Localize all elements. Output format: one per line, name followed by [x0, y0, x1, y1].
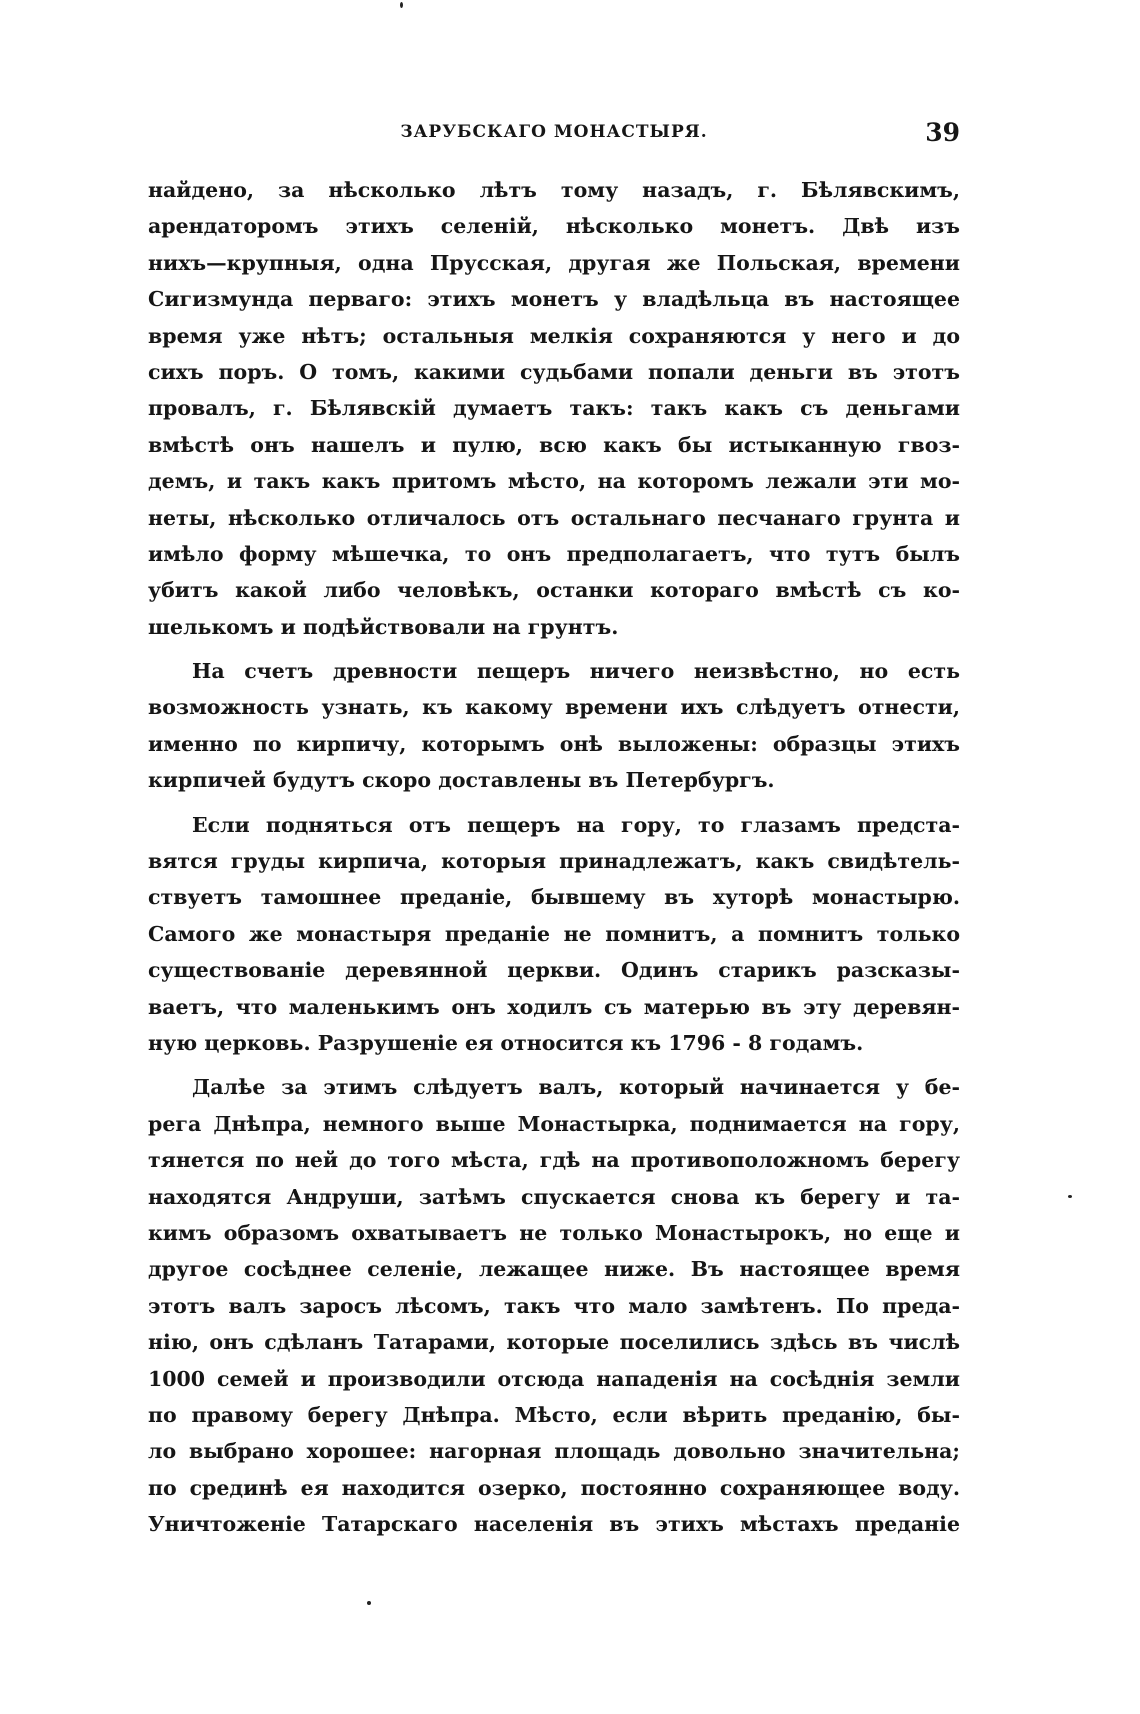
text-line: вятся груды кирпича, которыя принадлежатъ, какъ свидѣтель-: [148, 849, 960, 874]
text-line: неты, нѣсколько отличалось отъ остальнаго песчанаго грунта и: [148, 505, 960, 530]
text-line: ло выбрано хорошее: нагорная площадь довольно значительна;: [148, 1439, 960, 1464]
print-speck: [400, 2, 403, 8]
text-line: другое сосѣднее селеніе, лежащее ниже. Въ настоящее время: [148, 1257, 960, 1282]
paragraph-gap: [148, 799, 960, 807]
text-line: этотъ валъ заросъ лѣсомъ, такъ что мало замѣтенъ. По преда-: [148, 1293, 960, 1318]
text-line: провалъ, г. Бѣлявскій думаетъ такъ: такъ какъ съ деньгами: [148, 396, 960, 421]
paragraph-2: [148, 653, 960, 799]
text-line: найдено, за нѣсколько лѣтъ тому назадъ, г. Бѣлявскимъ,: [148, 178, 960, 202]
paragraph-gap: [148, 645, 960, 653]
text-line: тянется по ней до того мѣста, гдѣ на противоположномъ берегу: [148, 1148, 960, 1173]
text-line: рега Днѣпра, немного выше Монастырка, поднимается на гору,: [148, 1111, 960, 1136]
text-line: На счетъ древности пещеръ ничего неизвѣстно, но есть: [192, 659, 960, 684]
paragraph-3: [148, 807, 960, 1062]
text-line: демъ, и такъ какъ притомъ мѣсто, на которомъ лежали эти мо-: [148, 469, 960, 494]
text-line: ную церковь. Разрушеніе ея относится къ 1796 - 8 годамъ.: [148, 1030, 864, 1055]
text-line: ваетъ, что маленькимъ онъ ходилъ съ матерью въ эту деревян-: [148, 994, 960, 1019]
page-number: 39: [925, 118, 960, 147]
page-header: [148, 118, 960, 158]
running-head: ЗАРУБСКАГО МОНАСТЫРЯ.: [400, 122, 708, 142]
text-line: именно по кирпичу, которымъ онѣ выложены: образцы этихъ: [148, 731, 960, 756]
text-line: ствуетъ тамошнее преданіе, бывшему въ хуторѣ монастырю.: [148, 885, 960, 910]
print-speck: [1068, 1195, 1072, 1198]
paragraph-1: [148, 172, 960, 645]
text-line: существованіе деревянной церкви. Одинъ старикъ разсказы-: [148, 958, 960, 983]
text-line: вмѣстѣ онъ нашелъ и пулю, всю какъ бы истыканную гвоз-: [148, 432, 960, 457]
text-line: шелькомъ и подѣйствовали на грунтъ.: [148, 614, 619, 639]
text-line: Далѣе за этимъ слѣдуетъ валъ, который начинается у бе-: [192, 1075, 960, 1100]
text-line: сихъ поръ. О томъ, какими судьбами попали деньги въ этотъ: [148, 359, 960, 384]
print-speck: [367, 1601, 371, 1605]
paragraph-gap: [148, 1061, 960, 1069]
text-line: нихъ—крупныя, одна Прусская, другая же Польская, времени: [148, 250, 960, 275]
text-line: арендаторомъ этихъ селеній, нѣсколько монетъ. Двѣ изъ: [148, 214, 960, 239]
text-line: нію, онъ сдѣланъ Татарами, которые поселились здѣсь въ числѣ: [148, 1330, 960, 1355]
text-line: время уже нѣтъ; остальныя мелкія сохраняются у него и до: [148, 323, 960, 348]
text-line: Если подняться отъ пещеръ на гору, то глазамъ предста-: [192, 812, 960, 837]
text-line: по правому берегу Днѣпра. Мѣсто, если вѣрить преданію, бы-: [148, 1402, 960, 1427]
text-line: Уничтоженіе Татарскаго населенія въ этихъ мѣстахъ преданіе: [148, 1512, 960, 1537]
text-line: возможность узнать, къ какому времени ихъ слѣдуетъ отнести,: [148, 695, 960, 720]
text-line: Самого же монастыря преданіе не помнитъ, а помнитъ только: [148, 921, 960, 946]
text-line: по срединѣ ея находится озерко, постоянно сохраняющее воду.: [148, 1475, 960, 1500]
text-line: убитъ какой либо человѣкъ, останки котораго вмѣстѣ съ ко-: [148, 578, 960, 603]
text-line: 1000 семей и производили отсюда нападенія на сосѣднія земли: [148, 1366, 960, 1391]
text-line: находятся Андруши, затѣмъ спускается снова къ берегу и та-: [148, 1184, 960, 1209]
body-text: [148, 172, 960, 1542]
text-line: имѣло форму мѣшечка, то онъ предполагаетъ, что тутъ былъ: [148, 541, 960, 566]
text-line: кирпичей будутъ скоро доставлены въ Петербургъ.: [148, 768, 775, 793]
text-line: кимъ образомъ охватываетъ не только Монастырокъ, но еще и: [148, 1220, 960, 1245]
text-line: Сигизмунда перваго: этихъ монетъ у владѣльца въ настоящее: [148, 287, 960, 312]
paragraph-4: [148, 1069, 960, 1542]
